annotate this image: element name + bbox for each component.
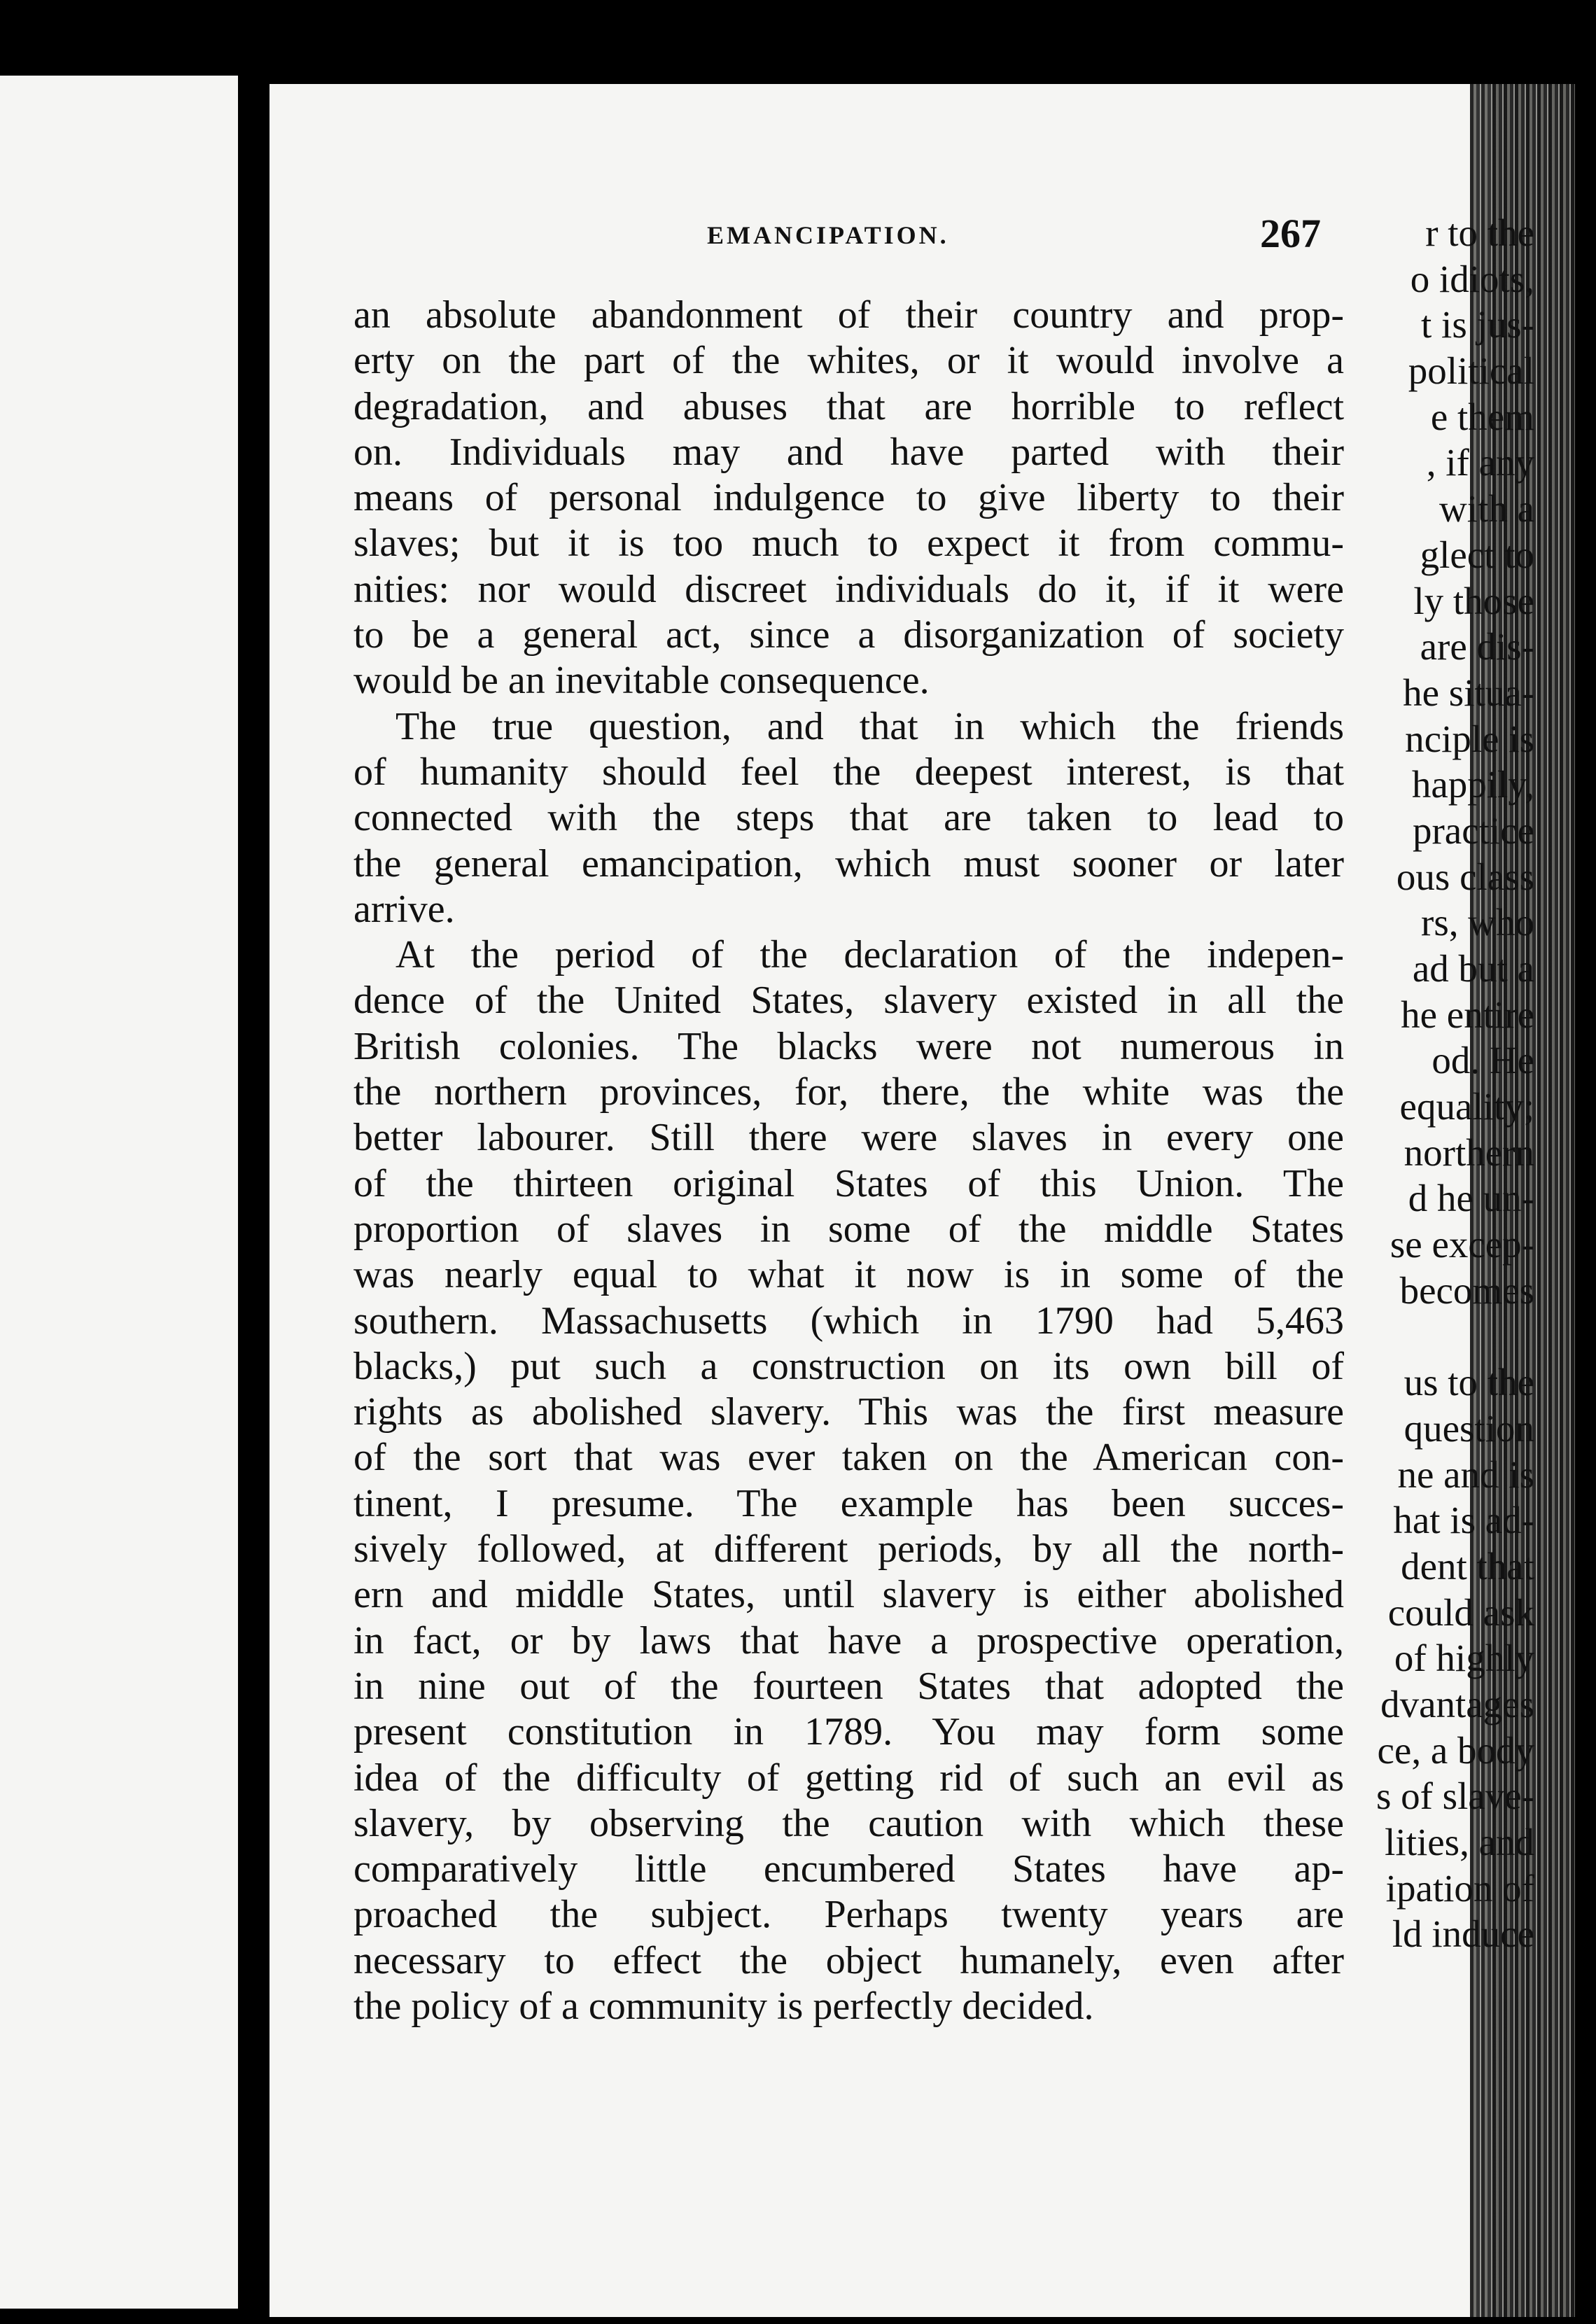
- left-page-line: t is jus-: [1421, 303, 1534, 346]
- text-line: At the period of the declaration of the indepen-: [396, 933, 1344, 977]
- text-line: the general emancipation, which must sooner or later: [354, 841, 1344, 886]
- text-line: dence of the United States, slavery existed in all the: [354, 979, 1344, 1023]
- left-page-line: with a: [1439, 487, 1534, 531]
- left-page-line: dent that: [1401, 1544, 1534, 1588]
- left-page-line: d he un-: [1408, 1177, 1534, 1220]
- text-line: to be a general act, since a disorganization of society: [354, 613, 1344, 657]
- left-page-line: glect to: [1420, 533, 1534, 576]
- left-page-line: equality;: [1399, 1085, 1534, 1128]
- left-page-line: e them: [1430, 395, 1534, 438]
- left-page-line: us to the: [1404, 1361, 1534, 1404]
- main-text: [354, 293, 1344, 2029]
- text-line: in nine out of the fourteen States that adopted the: [354, 1664, 1344, 1708]
- text-line: present constitution in 1789. You may form some: [354, 1710, 1344, 1754]
- left-page-line: ipation of: [1385, 1866, 1534, 1910]
- text-line: comparatively little encumbered States have ap-: [354, 1847, 1344, 1891]
- left-page-line: ld induce: [1392, 1912, 1534, 1956]
- text-line: the northern provinces, for, there, the white was the: [354, 1070, 1344, 1114]
- left-page-line: political: [1408, 349, 1534, 393]
- left-page-line: practice: [1412, 808, 1534, 852]
- text-line: connected with the steps that are taken to lead to: [354, 796, 1344, 840]
- text-line: slavery, by observing the caution with which these: [354, 1801, 1344, 1845]
- text-line: was nearly equal to what it now is in some of the: [354, 1253, 1344, 1297]
- left-page-line: hat is ad-: [1393, 1499, 1534, 1542]
- text-line: of the thirteen original States of this Union. The: [354, 1161, 1344, 1205]
- text-line: blacks,) put such a construction on its own bill of: [354, 1344, 1344, 1388]
- left-page: [0, 76, 238, 2309]
- text-line: erty on the part of the whites, or it would involve a: [354, 339, 1344, 383]
- left-page-line: s of slave-: [1376, 1774, 1534, 1818]
- left-page-line: of highly: [1394, 1637, 1534, 1680]
- text-line: British colonies. The blacks were not numerous in: [354, 1024, 1344, 1068]
- left-page-line: question: [1404, 1406, 1534, 1450]
- left-page-line: ne and is: [1397, 1452, 1534, 1496]
- text-line: southern. Massachusetts (which in 1790 had 5,463: [354, 1298, 1344, 1343]
- left-page-line: could ask: [1387, 1590, 1534, 1634]
- left-page-line: o idiots,: [1410, 257, 1534, 300]
- text-line: an absolute abandonment of their country and prop-: [354, 293, 1344, 337]
- text-line: on. Individuals may and have parted with their: [354, 430, 1344, 474]
- left-page-line: happily,: [1411, 763, 1534, 806]
- left-page-line: ous class: [1396, 855, 1534, 898]
- text-line: proportion of slaves in some of the middle States: [354, 1207, 1344, 1251]
- left-page-line: se excep-: [1390, 1223, 1534, 1266]
- left-page-line: lities, and: [1385, 1821, 1534, 1864]
- page-number: 267: [1260, 211, 1321, 256]
- text-line: the policy of a community is perfectly decided.: [354, 1984, 1094, 2028]
- left-page-line: , if any: [1426, 441, 1534, 484]
- text-line: proached the subject. Perhaps twenty years are: [354, 1893, 1344, 1937]
- left-page-line: ad but a: [1412, 947, 1534, 990]
- text-line: tinent, I presume. The example has been succes-: [354, 1481, 1344, 1525]
- left-page-line: northern: [1404, 1130, 1534, 1174]
- left-page-line: rs, who: [1421, 901, 1534, 944]
- left-page-line: ce, a body: [1377, 1728, 1534, 1772]
- text-line: of humanity should feel the deepest interest, is that: [354, 750, 1344, 794]
- text-line: ern and middle States, until slavery is either abolished: [354, 1573, 1344, 1617]
- text-line: The true question, and that in which the friends: [396, 704, 1344, 748]
- text-line: sively followed, at different periods, by all the north-: [354, 1527, 1344, 1572]
- left-page-line: [1376, 1314, 1534, 1360]
- left-page-line: dvantages: [1380, 1683, 1534, 1726]
- left-page-text: [1376, 210, 1534, 1957]
- text-line: necessary to effect the object humanely, even after: [354, 1938, 1344, 1982]
- text-line: rights as abolished slavery. This was the first measure: [354, 1390, 1344, 1434]
- left-page-line: becomes: [1399, 1268, 1534, 1312]
- text-line: would be an inevitable consequence.: [354, 659, 930, 703]
- text-line: means of personal indulgence to give liberty to their: [354, 476, 1344, 520]
- left-page-line: od. He: [1432, 1039, 1534, 1082]
- left-page-line: are dis-: [1420, 625, 1534, 668]
- left-page-line: he situa-: [1403, 671, 1534, 714]
- left-page-line: he entire: [1401, 993, 1534, 1036]
- left-page-line: r to the: [1425, 211, 1534, 254]
- text-line: degradation, and abuses that are horrible to reflect: [354, 384, 1344, 428]
- text-line: idea of the difficulty of getting rid of such an evil as: [354, 1756, 1344, 1800]
- left-page-line: nciple is: [1405, 717, 1534, 760]
- text-line: in fact, or by laws that have a prospective operation,: [354, 1618, 1344, 1662]
- text-line: nities: nor would discreet individuals do it, if it were: [354, 567, 1344, 611]
- text-line: better labourer. Still there were slaves in every one: [354, 1116, 1344, 1160]
- running-head: EMANCIPATION.: [707, 221, 949, 249]
- text-line: arrive.: [354, 887, 455, 931]
- text-line: of the sort that was ever taken on the American con-: [354, 1436, 1344, 1480]
- left-page-line: ly those: [1413, 579, 1534, 622]
- text-line: slaves; but it is too much to expect it from commu-: [354, 522, 1344, 566]
